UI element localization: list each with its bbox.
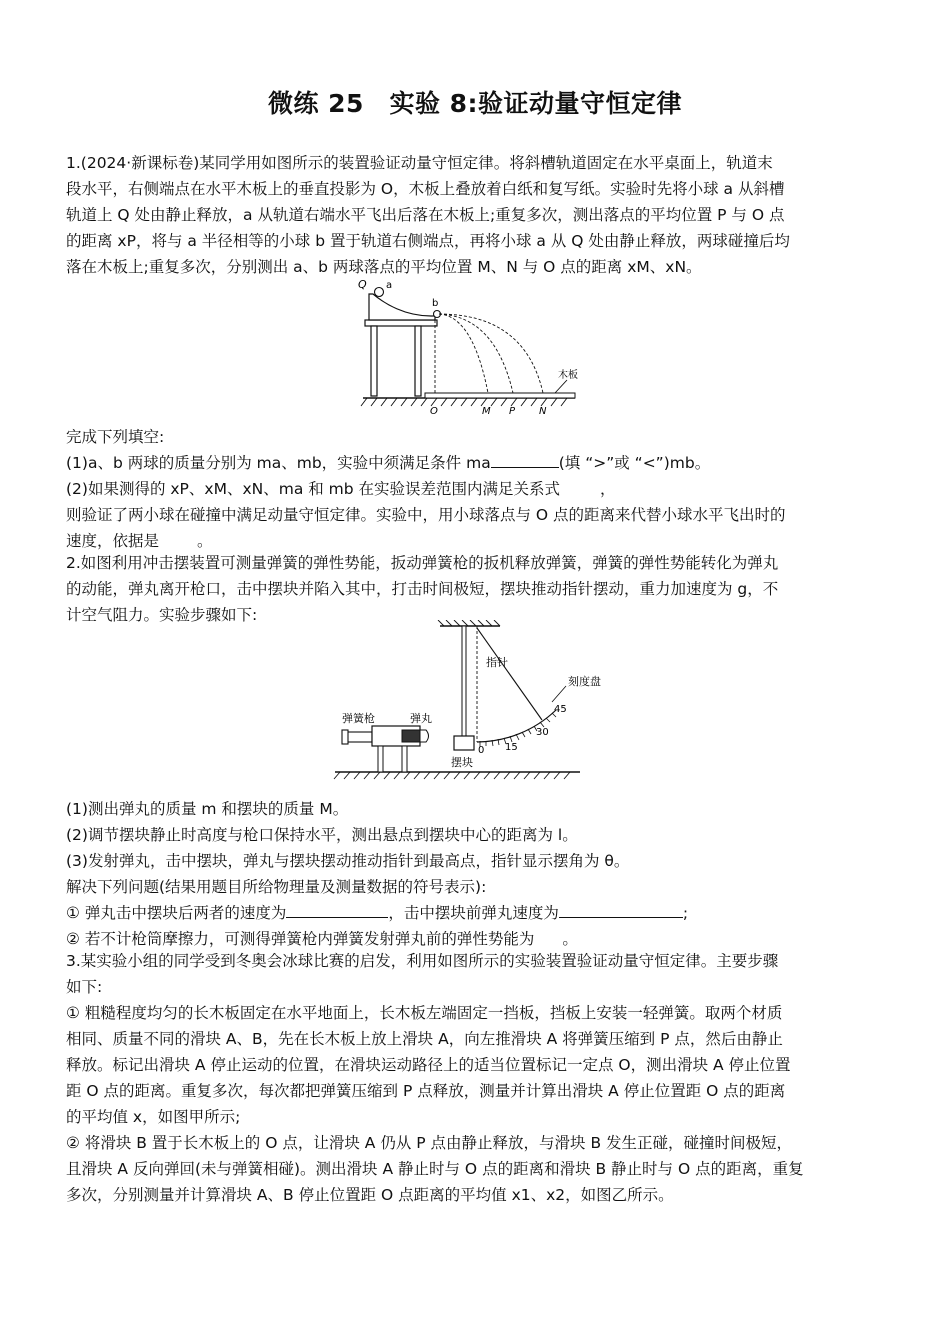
ans-text: ; <box>682 904 689 922</box>
answer-blank[interactable] <box>560 477 600 494</box>
tick-label-15: 15 <box>505 742 518 753</box>
slope-track-diagram <box>355 276 590 416</box>
answer-blank[interactable] <box>491 450 559 468</box>
question-3-text <box>66 948 881 1208</box>
answer-blank[interactable] <box>559 900 683 918</box>
step-item: (3)发射弹丸，击中摆块，弹丸与摆块摆动推动指针到最高点，指针显示摆角为 θ。 <box>66 852 630 870</box>
text-line: 相同、质量不同的滑块 A、B，先在长木板上放上滑块 A，向左推滑块 A 将弹簧压缩到 P 点，然后由静止 <box>66 1030 783 1048</box>
label-pointer: 指针 <box>486 656 508 669</box>
ans-text: ，击中摆块前弹丸速度为 <box>388 904 559 922</box>
text-line: 计空气阻力。实验步骤如下: <box>66 606 258 624</box>
text-line: 3.某实验小组的同学受到冬奥会冰球比赛的启发，利用如图所示的实验装置验证动量守恒定律。主要步骤 <box>66 952 779 970</box>
question-1-fill <box>66 424 881 554</box>
text-line: 且滑块 A 反向弹回(未与弹簧相碰)。测出滑块 A 静止时与 O 点的距离和滑块 B 静止时与 O 点的距离，重复 <box>66 1160 804 1178</box>
question-2-steps <box>66 796 881 952</box>
tick-label-30: 30 <box>536 727 549 738</box>
answer-blank[interactable] <box>286 900 388 918</box>
sub2-text: 。 <box>197 532 213 550</box>
sub2-text: ， <box>600 480 616 498</box>
ans-text: ② 若不计枪筒摩擦力，可测得弹簧枪内弹簧发射弹丸前的弹性势能为 <box>66 930 535 948</box>
label-n: N <box>539 406 547 416</box>
sub1-text: (1)a、b 两球的质量分别为 ma、mb，实验中须满足条件 ma <box>66 454 491 472</box>
label-o: O <box>430 406 438 416</box>
label-m: M <box>482 406 491 416</box>
answer-blank[interactable] <box>534 927 562 944</box>
text-line: 的平均值 x，如图甲所示; <box>66 1108 241 1126</box>
label-gun: 弹簧枪 <box>342 712 375 725</box>
text-line: 如下: <box>66 978 103 996</box>
label-pellet: 弹丸 <box>410 712 432 725</box>
text-line: 段水平，右侧端点在水平木板上的垂直投影为 O，木板上叠放着白纸和复写纸。实验时先将小球 a 从斜槽 <box>66 180 785 198</box>
text-line: ① 粗糙程度均匀的长木板固定在水平地面上，长木板左端固定一挡板，挡板上安装一轻弹簧。取两个材质 <box>66 1004 783 1022</box>
question-1-text <box>66 150 881 280</box>
text-line: 落在木板上;重复多次，分别测出 a、b 两球落点的平均位置 M、N 与 O 点的距离 xM、xN。 <box>66 258 702 276</box>
text-line: 1.(2024·新课标卷)某同学用如图所示的装置验证动量守恒定律。将斜槽轨道固定在水平桌面上，轨道末 <box>66 154 773 172</box>
text-line: 轨道上 Q 处由静止释放，a 从轨道右端水平飞出后落在木板上;重复多次，测出落点的平均位置 P 与 O 点 <box>66 206 785 224</box>
page-title: 微练 25 实验 8:验证动量守恒定律 <box>267 89 683 118</box>
text-line: 2.如图利用冲击摆装置可测量弹簧的弹性势能，扳动弹簧枪的扳机释放弹簧，弹簧的弹性势能转化为弹丸 <box>66 554 779 572</box>
answer-line-1 <box>66 900 881 926</box>
text-line: ② 将滑块 B 置于长木板上的 O 点，让滑块 A 仍从 P 点由静止释放，与滑块 B 发生正碰，碰撞时间极短， <box>66 1134 793 1152</box>
text-line: 多次，分别测量并计算滑块 A、B 停止位置距 O 点距离的平均值 x1、x2，如图乙所示。 <box>66 1186 674 1204</box>
step-item: (1)测出弹丸的质量 m 和摆块的质量 M。 <box>66 800 349 818</box>
label-b: b <box>432 298 439 309</box>
sub2-text: (2)如果测得的 xP、xM、xN、ma 和 mb 在实验误差范围内满足关系式 <box>66 480 561 498</box>
sub-question-2 <box>66 476 881 502</box>
label-a: a <box>386 280 393 291</box>
text-line: 则验证了两小球在碰撞中满足动量守恒定律。实验中，用小球落点与 O 点的距离来代替小球水平飞出时的 <box>66 506 786 524</box>
ballistic-pendulum-diagram <box>330 620 620 785</box>
sub1-text: (填 “>”或 “<”)mb。 <box>558 454 711 472</box>
text-line: 距 O 点的距离。重复多次，每次都把弹簧压缩到 P 点释放，测量并计算出滑块 A 停止位置距 O 点的距离 <box>66 1082 786 1100</box>
label-dial: 刻度盘 <box>568 675 601 688</box>
text-line: 释放。标记出滑块 A 停止运动的位置，在滑块运动路径上的适当位置标记一定点 O，测出滑块 A 停止位置 <box>66 1056 791 1074</box>
text-line: 的距离 xP，将与 a 半径相等的小球 b 置于轨道右侧端点，再将小球 a 从 Q 处由静止释放，两球碰撞后均 <box>66 232 790 250</box>
step-item: (2)调节摆块静止时高度与枪口保持水平，测出悬点到摆块中心的距离为 l。 <box>66 826 578 844</box>
label-board: 木板 <box>558 370 578 381</box>
fill-intro: 完成下列填空: <box>66 428 165 446</box>
label-block: 摆块 <box>451 756 473 769</box>
sub-question-1 <box>66 450 881 476</box>
tick-label-45: 45 <box>554 704 567 715</box>
solve-intro: 解决下列问题(结果用题目所给物理量及测量数据的符号表示): <box>66 878 487 896</box>
label-p: P <box>509 406 516 416</box>
label-q: Q <box>358 278 367 291</box>
text-line: 的动能，弹丸离开枪口，击中摆块并陷入其中，打击时间极短，摆块推动指针摆动，重力加速度为 g，不 <box>66 580 779 598</box>
sub2-text: 速度，依据是 <box>66 532 160 550</box>
answer-blank[interactable] <box>159 529 197 546</box>
question-2-text <box>66 550 881 628</box>
ans-text: ① 弹丸击中摆块后两者的速度为 <box>66 904 287 922</box>
tick-label-0: 0 <box>478 745 485 756</box>
ans-text: 。 <box>562 930 578 948</box>
